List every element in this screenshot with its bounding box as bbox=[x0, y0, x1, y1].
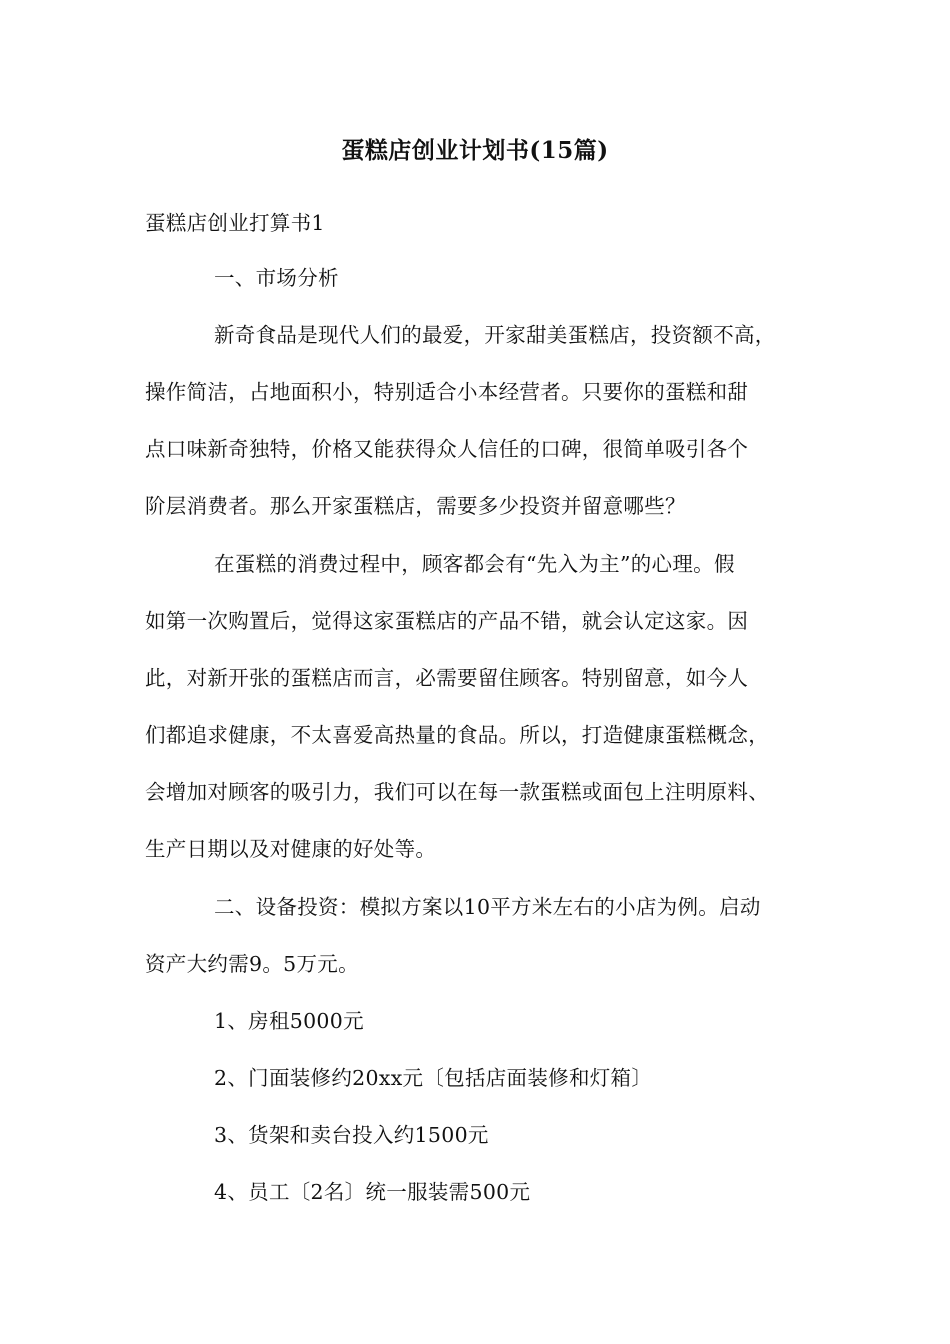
paragraph-line: 新奇食品是现代人们的最爱，开家甜美蛋糕店，投资额不高， bbox=[214, 323, 776, 347]
list-item: 3、货架和卖台投入约1500元 bbox=[214, 1123, 489, 1147]
paragraph-line: 会增加对顾客的吸引力，我们可以在每一款蛋糕或面包上注明原料、 bbox=[145, 780, 769, 804]
paragraph-line: 在蛋糕的消费过程中，顾客都会有“先入为主”的心理。假 bbox=[214, 552, 735, 576]
list-item: 1、房租5000元 bbox=[214, 1009, 364, 1033]
list-item: 4、员工〔2名〕统一服装需500元 bbox=[214, 1180, 531, 1204]
paragraph-line: 阶层消费者。那么开家蛋糕店，需要多少投资并留意哪些？ bbox=[145, 494, 686, 518]
paragraph-line: 生产日期以及对健康的好处等。 bbox=[145, 837, 437, 861]
paragraph-line: 点口味新奇独特，价格又能获得众人信任的口碑，很简单吸引各个 bbox=[145, 437, 749, 461]
paragraph-line: 资产大约需9。5万元。 bbox=[145, 952, 359, 976]
section-heading-market-analysis: 一、市场分析 bbox=[214, 266, 339, 290]
paragraph-line: 此，对新开张的蛋糕店而言，必需要留住顾客。特别留意，如今人 bbox=[145, 666, 749, 690]
paragraph-line: 们都追求健康，不太喜爱高热量的食品。所以，打造健康蛋糕概念， bbox=[145, 723, 769, 747]
paragraph-line: 二、设备投资：模拟方案以10平方米左右的小店为例。启动 bbox=[214, 895, 761, 919]
paragraph-line: 操作简洁，占地面积小，特别适合小本经营者。只要你的蛋糕和甜 bbox=[145, 380, 749, 404]
list-item: 2、门面装修约20xx元〔包括店面装修和灯箱〕 bbox=[214, 1066, 653, 1090]
document-subtitle: 蛋糕店创业打算书1 bbox=[145, 211, 325, 235]
document-title: 蛋糕店创业计划书(15篇) bbox=[341, 137, 609, 164]
paragraph-line: 如第一次购置后，觉得这家蛋糕店的产品不错，就会认定这家。因 bbox=[145, 609, 749, 633]
